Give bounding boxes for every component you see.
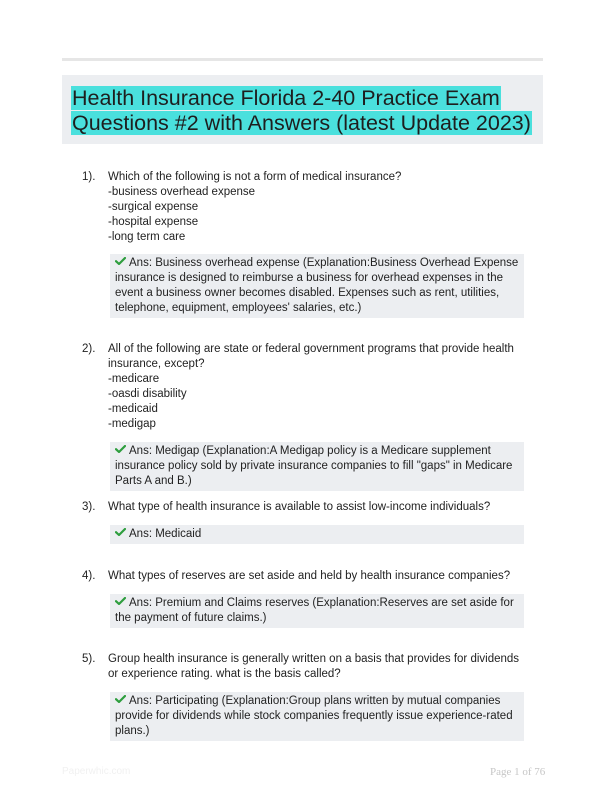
option: -business overhead expense	[108, 186, 256, 198]
question-number: 4).	[82, 570, 96, 582]
check-icon	[115, 597, 126, 605]
question-text	[108, 569, 528, 584]
check-icon	[115, 445, 126, 453]
check-icon	[115, 257, 126, 265]
answer-box	[110, 594, 524, 628]
document-title: Health Insurance Florida 2-40 Practice Exam Questions #2 with Answers (latest Update 2023)	[72, 86, 531, 135]
check-icon	[115, 528, 126, 536]
option: -long term care	[108, 231, 186, 243]
answer-box	[110, 692, 524, 741]
answer-text: Ans: Medicaid	[129, 528, 202, 540]
question-prompt: What type of health insurance is available to assist low-income individuals?	[108, 501, 491, 513]
answer-text: Ans: Business overhead expense (Explanation:Business Overhead Expense insurance is designed to reimburse a business for overhead expenses in the event a business owner becomes disabled. Expenses such as rent, utilities, telephone, equipment, employees' salaries, etc.)	[115, 257, 519, 314]
question-prompt: Which of the following is not a form of medical insurance?	[108, 171, 402, 183]
option: -medicaid	[108, 403, 158, 415]
option: -surgical expense	[108, 201, 199, 213]
question-prompt: What types of reserves are set aside and held by health insurance companies?	[108, 570, 511, 582]
check-icon	[115, 695, 126, 703]
answer-box	[110, 525, 524, 544]
question-text	[108, 500, 528, 515]
option: -medigap	[108, 418, 156, 430]
watermark: Paperwhic.com	[62, 766, 131, 777]
answer-text: Ans: Participating (Explanation:Group plans written by mutual companies provide for dividends while stock companies frequently issue experience-rated plans.)	[115, 695, 513, 737]
answer-text: Ans: Premium and Claims reserves (Explanation:Reserves are set aside for the payment of future claims.)	[115, 597, 514, 624]
question-number: 5).	[82, 653, 96, 665]
option: -medicare	[108, 373, 160, 385]
question-prompt: Group health insurance is generally written on a basis that provides for dividends or experience rating. what is the basis called?	[108, 653, 520, 680]
answer-text: Ans: Medigap (Explanation:A Medigap policy is a Medicare supplement insurance policy sold by private insurance companies to fill "gaps" in Medicare Parts A and B.)	[115, 445, 513, 487]
question-prompt: All of the following are state or federal government programs that provide health insurance, except?	[108, 343, 514, 370]
question-number: 1).	[82, 171, 96, 183]
top-divider	[62, 58, 543, 61]
option: -oasdi disability	[108, 388, 187, 400]
question-number: 3).	[82, 501, 96, 513]
option: -hospital expense	[108, 216, 199, 228]
answer-box	[110, 254, 524, 318]
question-number: 2).	[82, 343, 96, 355]
answer-box	[110, 442, 524, 491]
page-indicator: Page 1 of 76	[490, 766, 546, 778]
question-text	[108, 342, 528, 432]
question-text	[108, 170, 528, 245]
question-text	[108, 652, 528, 682]
